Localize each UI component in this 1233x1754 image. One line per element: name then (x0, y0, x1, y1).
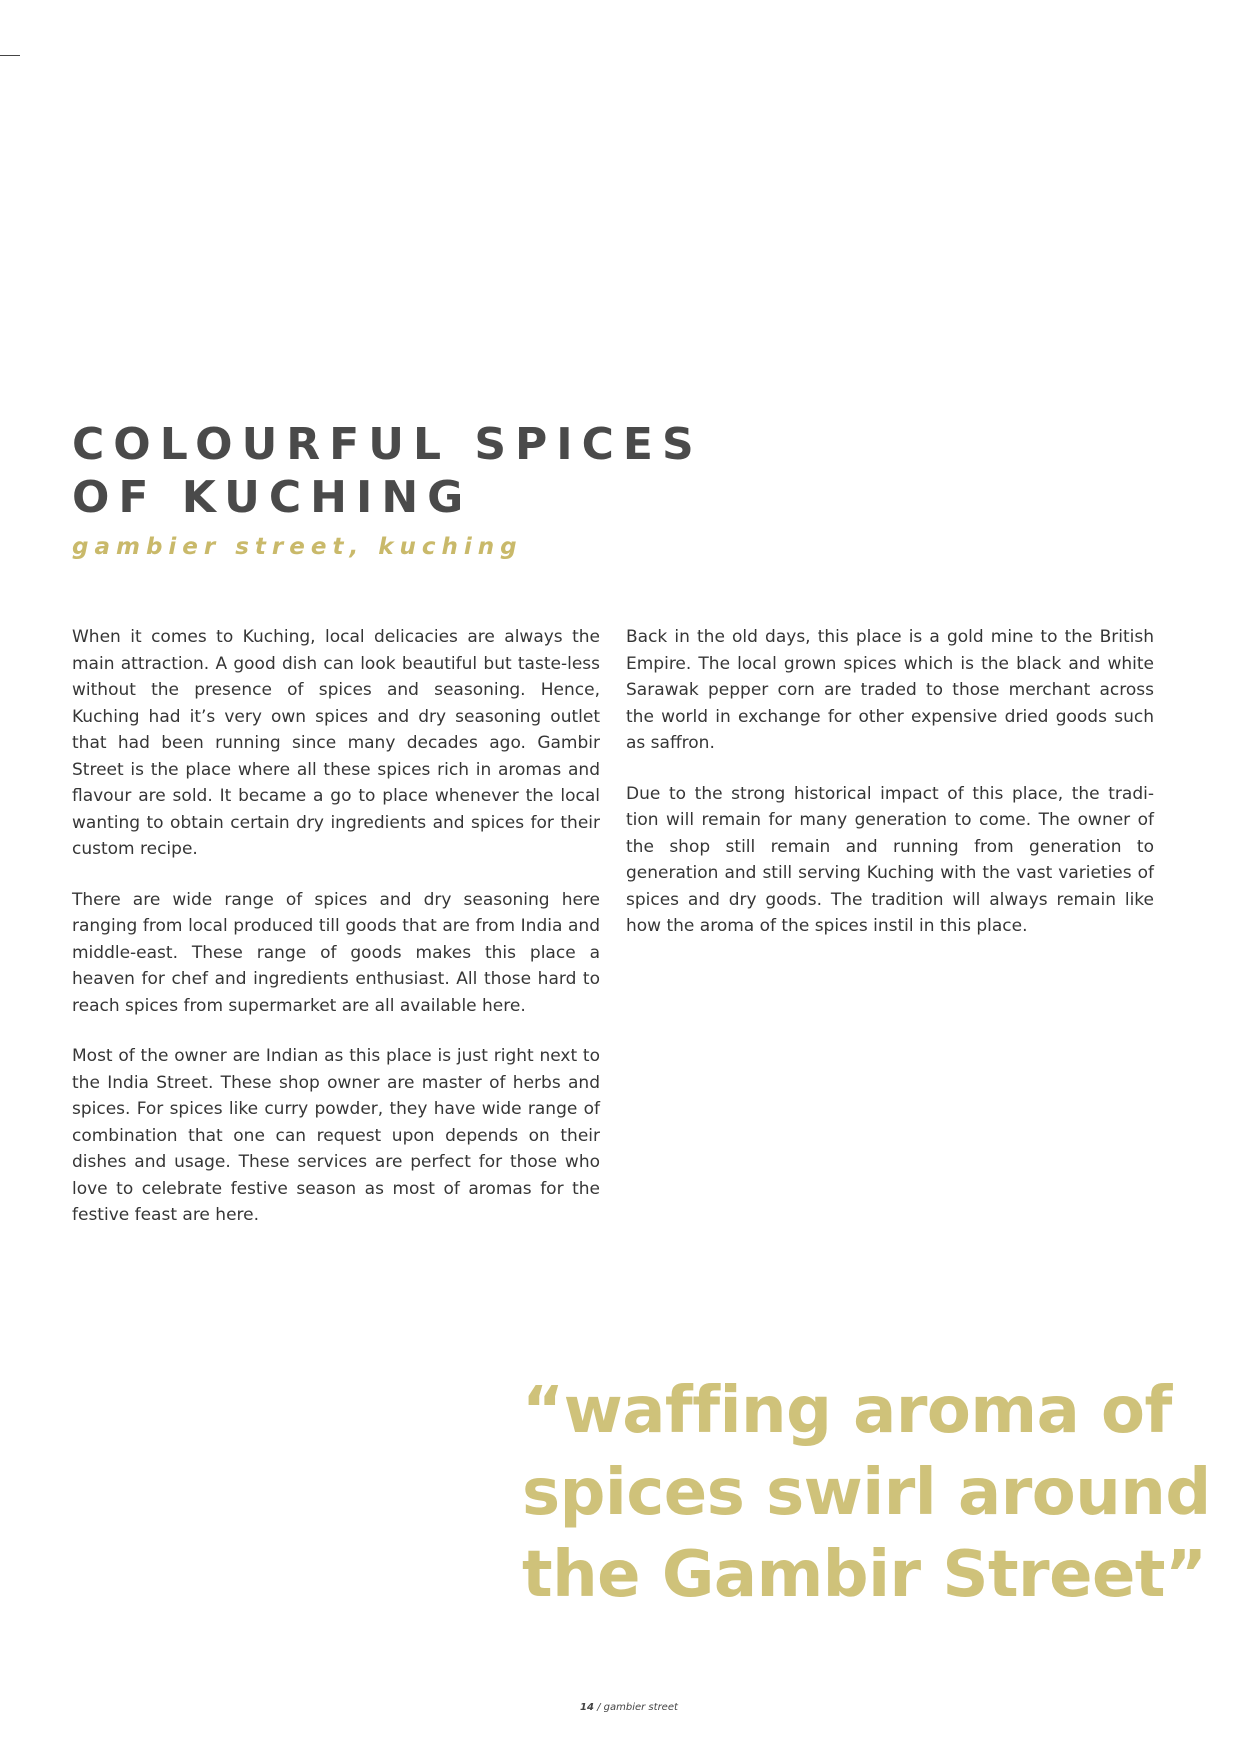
article-subtitle: gambier street, kuching (72, 534, 523, 560)
body-paragraph: Due to the strong historical impact of this place, the tradi-tion will remain for many generation to come. The owner of the shop still remain and running from generation to generation and still serving Kuching with the vast varieties of spices and dry goods. The tradition will always remain like how the aroma of the spices instil in this place. (626, 783, 1154, 936)
body-paragraph: There are wide range of spices and dry seasoning here ranging from local produced till goods that are from India and middle-east. These range of goods makes this place a heaven for chef and ingredients enthusiast. All those hard to reach spices from supermarket are all available here. (72, 889, 600, 1016)
page-footer (580, 1702, 678, 1713)
body-paragraph: When it comes to Kuching, local delicacies are always the main attraction. A good dish can look beautiful but taste-less without the presence of spices and seasoning. Hence, Kuching had it’s very own spices and dry seasoning outlet that had been running since many decades ago. Gambir Street is the place where all these spices rich in aromas and flavour are sold. It became a go to place whenever the local wanting to obtain certain dry ingredients and spices for their custom recipe. (72, 627, 600, 859)
pull-quote-line-2: spices swirl around (522, 1456, 1211, 1530)
pull-quote (522, 1370, 1222, 1616)
crop-mark (0, 55, 20, 56)
right-column (626, 624, 1154, 964)
pull-quote-line-3: the Gambir Street” (522, 1538, 1207, 1612)
article-title-line-1: COLOURFUL SPICES (72, 419, 703, 470)
article-title-line-2: OF KUCHING (72, 472, 473, 523)
pull-quote-line-1: “waffing aroma of (522, 1374, 1172, 1448)
body-paragraph: Back in the old days, this place is a gold mine to the British Empire. The local grown spices which is the black and white Sarawak pepper corn are traded to those merchant across the world in exchange for other expensive dried goods such as saffron. (626, 627, 1154, 753)
body-paragraph: Most of the owner are Indian as this place is just right next to the India Street. These shop owner are master of herbs and spices. For spices like curry powder, they have wide range of combination that one can request upon depends on their dishes and usage. These services are perfect for those who love to celebrate festive season as most of aromas for the festive feast are here. (72, 1046, 600, 1225)
footer-section: / gambier street (593, 1702, 678, 1713)
page-number: 14 (580, 1702, 594, 1713)
article-title (72, 418, 703, 524)
left-column (72, 624, 600, 1253)
